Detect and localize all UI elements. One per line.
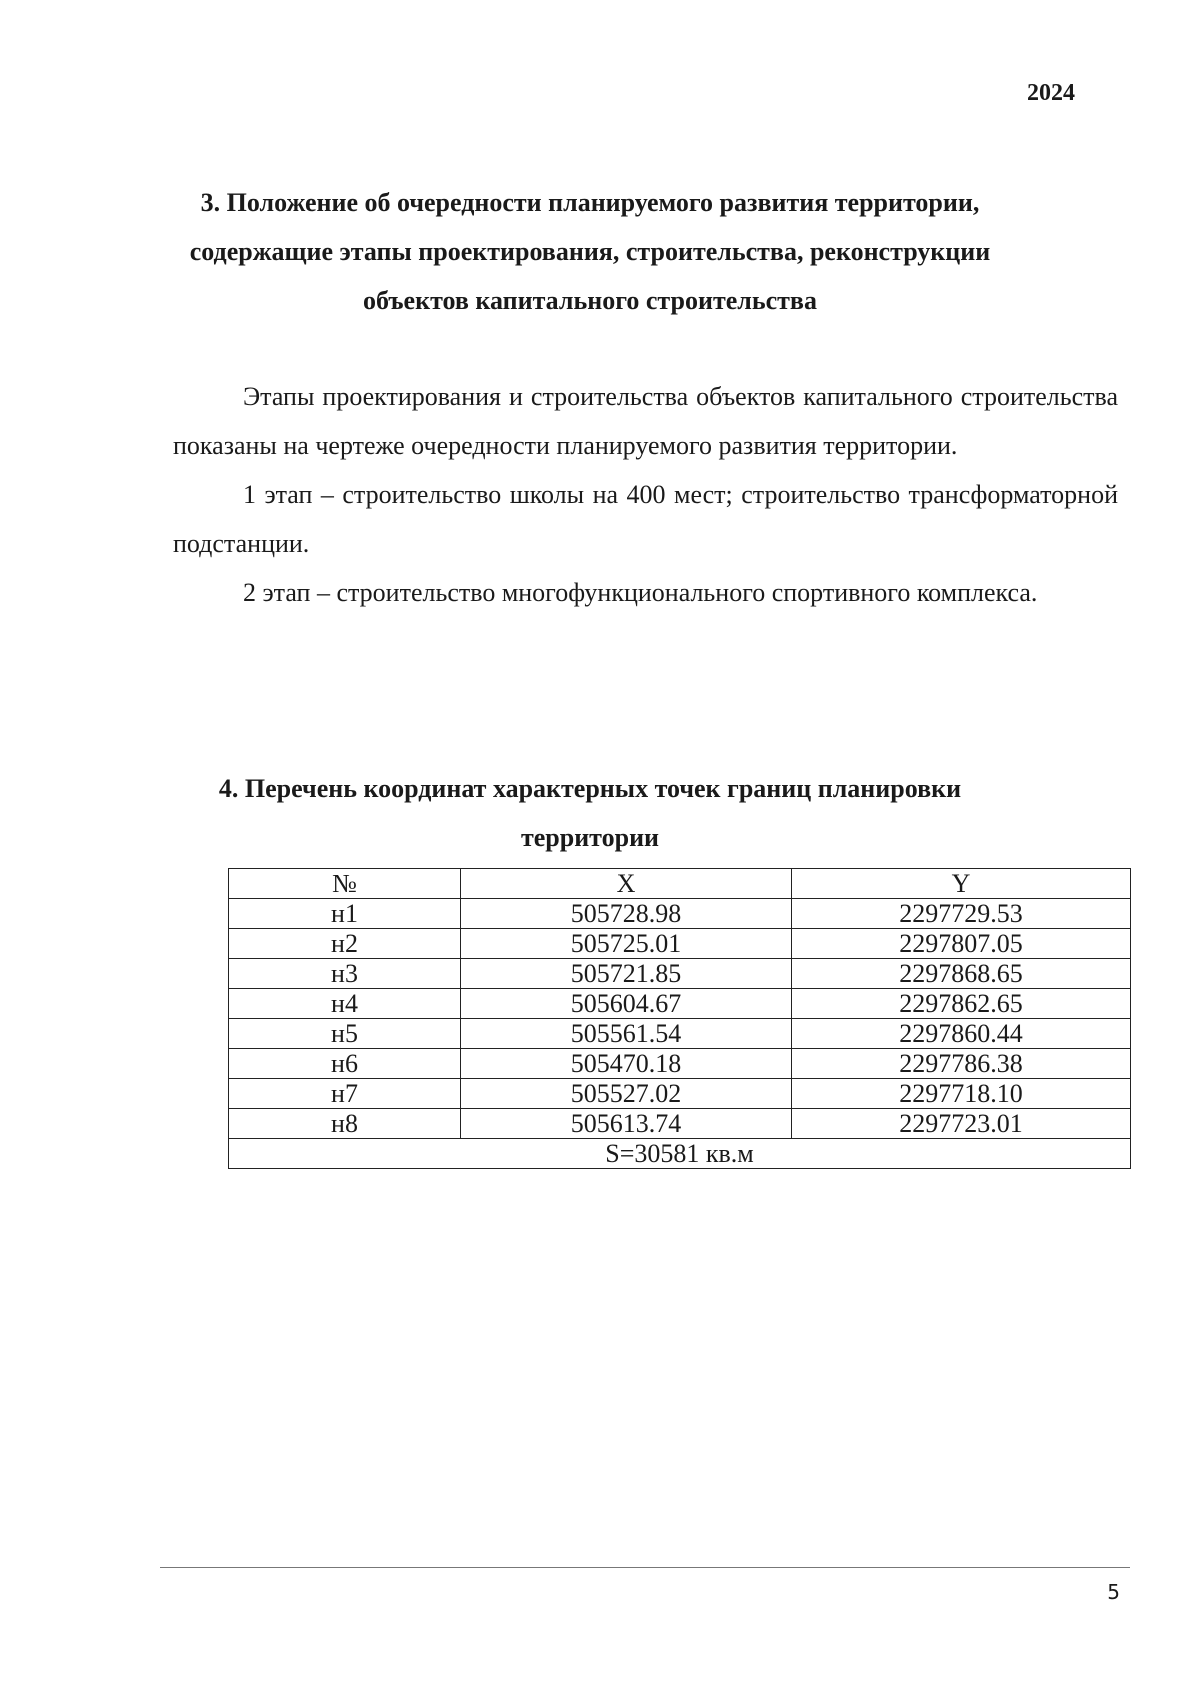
point-y: 2297868.65 — [792, 959, 1131, 989]
paragraph-stage-1: 1 этап – строительство школы на 400 мест; строительство трансформаторной подстанции. — [173, 480, 1118, 558]
section-3-title — [150, 178, 1030, 325]
point-y: 2297786.38 — [792, 1049, 1131, 1079]
point-id: н5 — [229, 1019, 461, 1049]
point-id: н8 — [229, 1109, 461, 1139]
table-area-row — [229, 1139, 1131, 1169]
point-y: 2297860.44 — [792, 1019, 1131, 1049]
point-x: 505604.67 — [461, 989, 792, 1019]
point-y: 2297862.65 — [792, 989, 1131, 1019]
point-id: н4 — [229, 989, 461, 1019]
section-3-title-line: 3. Положение об очередности планируемого развития территории, — [200, 188, 980, 217]
table-row — [229, 1019, 1131, 1049]
point-x: 505561.54 — [461, 1019, 792, 1049]
table-row — [229, 899, 1131, 929]
coordinates-table — [228, 868, 1131, 1169]
point-x: 505613.74 — [461, 1109, 792, 1139]
page-header-year: 2024 — [1027, 80, 1075, 106]
page-number: 5 — [1107, 1580, 1120, 1604]
section-3-body — [173, 372, 1118, 617]
point-id: н2 — [229, 929, 461, 959]
header-number: № — [229, 869, 461, 899]
point-id: н3 — [229, 959, 461, 989]
point-x: 505527.02 — [461, 1079, 792, 1109]
paragraph-stage-2: 2 этап – строительство многофункционального спортивного комплекса. — [243, 578, 1038, 607]
header-y: Y — [792, 869, 1131, 899]
point-y: 2297807.05 — [792, 929, 1131, 959]
area-total: S=30581 кв.м — [229, 1139, 1131, 1169]
table-row — [229, 989, 1131, 1019]
section-4-title-line: 4. Перечень координат характерных точек границ планировки — [218, 774, 962, 803]
table-row — [229, 1109, 1131, 1139]
section-4-title — [150, 764, 1030, 862]
table-row — [229, 1079, 1131, 1109]
section-3-title-line: объектов капитального строительства — [363, 286, 817, 315]
point-id: н6 — [229, 1049, 461, 1079]
footer-divider — [160, 1567, 1130, 1568]
point-x: 505725.01 — [461, 929, 792, 959]
paragraph-stages-intro: Этапы проектирования и строительства объектов капитального строительства показаны на чертеже очередности планируемого развития территории. — [173, 382, 1118, 460]
point-y: 2297718.10 — [792, 1079, 1131, 1109]
point-y: 2297723.01 — [792, 1109, 1131, 1139]
table-row — [229, 959, 1131, 989]
table-header-row — [229, 869, 1131, 899]
point-id: н7 — [229, 1079, 461, 1109]
point-x: 505470.18 — [461, 1049, 792, 1079]
table-row — [229, 1049, 1131, 1079]
header-x: X — [461, 869, 792, 899]
point-id: н1 — [229, 899, 461, 929]
section-3-title-line: содержащие этапы проектирования, строительства, реконструкции — [189, 237, 991, 266]
point-y: 2297729.53 — [792, 899, 1131, 929]
section-4-title-line: территории — [520, 823, 660, 852]
point-x: 505721.85 — [461, 959, 792, 989]
table-row — [229, 929, 1131, 959]
point-x: 505728.98 — [461, 899, 792, 929]
